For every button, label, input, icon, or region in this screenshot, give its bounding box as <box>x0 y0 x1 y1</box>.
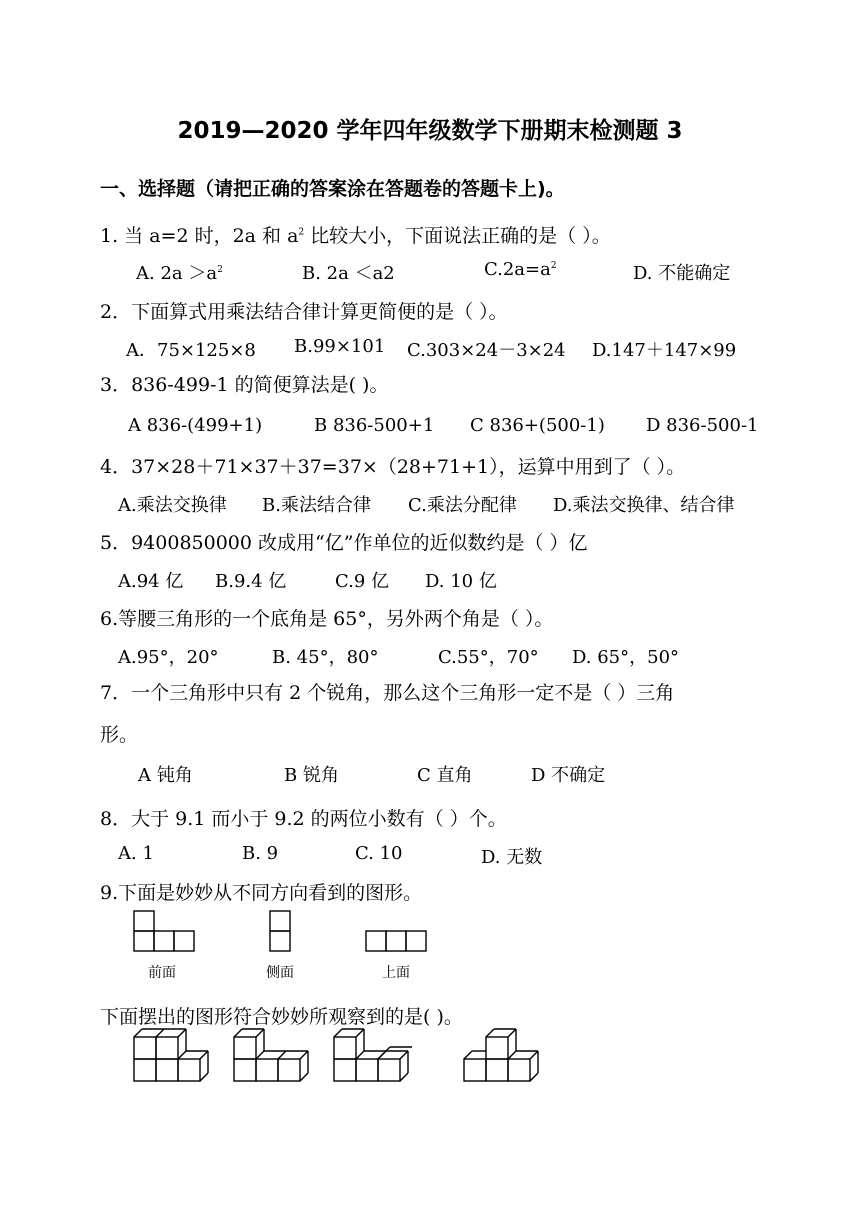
question-6-stem: 6.等腰三角形的一个底角是 65°，另外两个角是（ ）。 <box>100 608 554 630</box>
q6-option-d: D. 65°，50° <box>572 647 680 668</box>
cube-arrangement-4 <box>464 1029 538 1081</box>
q8-option-a: A. 1 <box>118 843 154 864</box>
q3-option-a: A 836-(499+1) <box>128 415 263 436</box>
q7-option-a: A 钝角 <box>138 765 193 786</box>
page-title: 2019—2020 学年四年级数学下册期末检测题 3 <box>177 118 683 144</box>
side-view-label: 侧面 <box>266 965 294 981</box>
q4-option-b: B.乘法结合律 <box>262 495 371 516</box>
three-view-figure <box>120 905 440 985</box>
q8-option-d: D. 无数 <box>481 847 543 868</box>
q1-option-d: D. 不能确定 <box>633 263 731 284</box>
q6-option-a: A.95°，20° <box>118 647 219 668</box>
q6-option-c: C.55°，70° <box>438 647 539 668</box>
q3-option-c: C 836+(500-1) <box>470 415 605 436</box>
q2-option-d: D.147＋147×99 <box>592 340 737 361</box>
q5-option-d: D. 10 亿 <box>425 571 497 592</box>
q7-option-b: B 锐角 <box>284 765 339 786</box>
q5-option-b: B.9.4 亿 <box>215 571 287 592</box>
front-view-label: 前面 <box>148 965 176 981</box>
q4-option-c: C.乘法分配律 <box>408 495 517 516</box>
q4-option-a: A.乘法交换律 <box>118 495 227 516</box>
question-1-stem: 1. 当 a=2 时，2a 和 $a^2$ 比较大小，下面说法正确的是（ ）。 <box>100 225 611 247</box>
q8-option-b: B. 9 <box>242 843 279 864</box>
q7-option-d: D 不确定 <box>531 765 606 786</box>
q3-option-b: B 836-500+1 <box>314 415 435 436</box>
q5-option-c: C.9 亿 <box>335 571 390 592</box>
section-heading: 一、选择题（请把正确的答案涂在答题卷的答题卡上)。 <box>100 178 565 200</box>
top-view-drawing <box>366 931 426 951</box>
question-4-stem: 4．37×28＋71×37＋37=37×（28+71+1），运算中用到了（ ）。 <box>100 456 686 478</box>
cube-arrangement-3 <box>334 1029 412 1081</box>
cube-arrangement-1 <box>134 1029 208 1081</box>
q1-option-c: $C.2a=a^2$ <box>484 259 557 280</box>
q4-option-d: D.乘法交换律、结合律 <box>553 495 735 516</box>
question-9-stem-cont: 下面摆出的图形符合妙妙所观察到的是( )。 <box>100 1006 463 1028</box>
q2-option-a: A．75×125×8 <box>126 340 256 361</box>
question-2-stem: 2．下面算式用乘法结合律计算更简便的是（ ）。 <box>100 301 508 323</box>
cube-options-figure <box>128 1025 558 1087</box>
q6-option-b: B. 45°，80° <box>272 647 379 668</box>
q1-option-a: A. $2a >a^2$ <box>136 263 223 284</box>
q5-option-a: A.94 亿 <box>118 571 184 592</box>
question-5-stem: 5．9400850000 改成用“亿”作单位的近似数约是（ ）亿 <box>100 532 588 554</box>
q3-option-d: D 836-500-1 <box>646 415 759 436</box>
top-view-label: 上面 <box>382 965 410 981</box>
question-7-stem-cont: 形。 <box>100 724 139 746</box>
cube-arrangement-2 <box>234 1029 308 1081</box>
question-9-stem: 9.下面是妙妙从不同方向看到的图形。 <box>100 882 423 904</box>
side-view-drawing <box>270 911 290 951</box>
q2-option-c: C.303×24－3×24 <box>407 340 566 361</box>
q1-option-b: B. 2a ＜a2 <box>302 263 395 284</box>
question-3-stem: 3．836-499-1 的简便算法是( )。 <box>100 374 389 396</box>
q7-option-c: C 直角 <box>417 765 473 786</box>
question-7-stem: 7．一个三角形中只有 2 个锐角，那么这个三角形一定不是（ ）三角 <box>100 682 675 704</box>
q2-option-b: B.99×101 <box>294 336 386 357</box>
question-8-stem: 8．大于 9.1 而小于 9.2 的两位小数有（ ）个。 <box>100 808 507 830</box>
q8-option-c: C. 10 <box>355 843 403 864</box>
front-view-drawing <box>134 911 194 951</box>
